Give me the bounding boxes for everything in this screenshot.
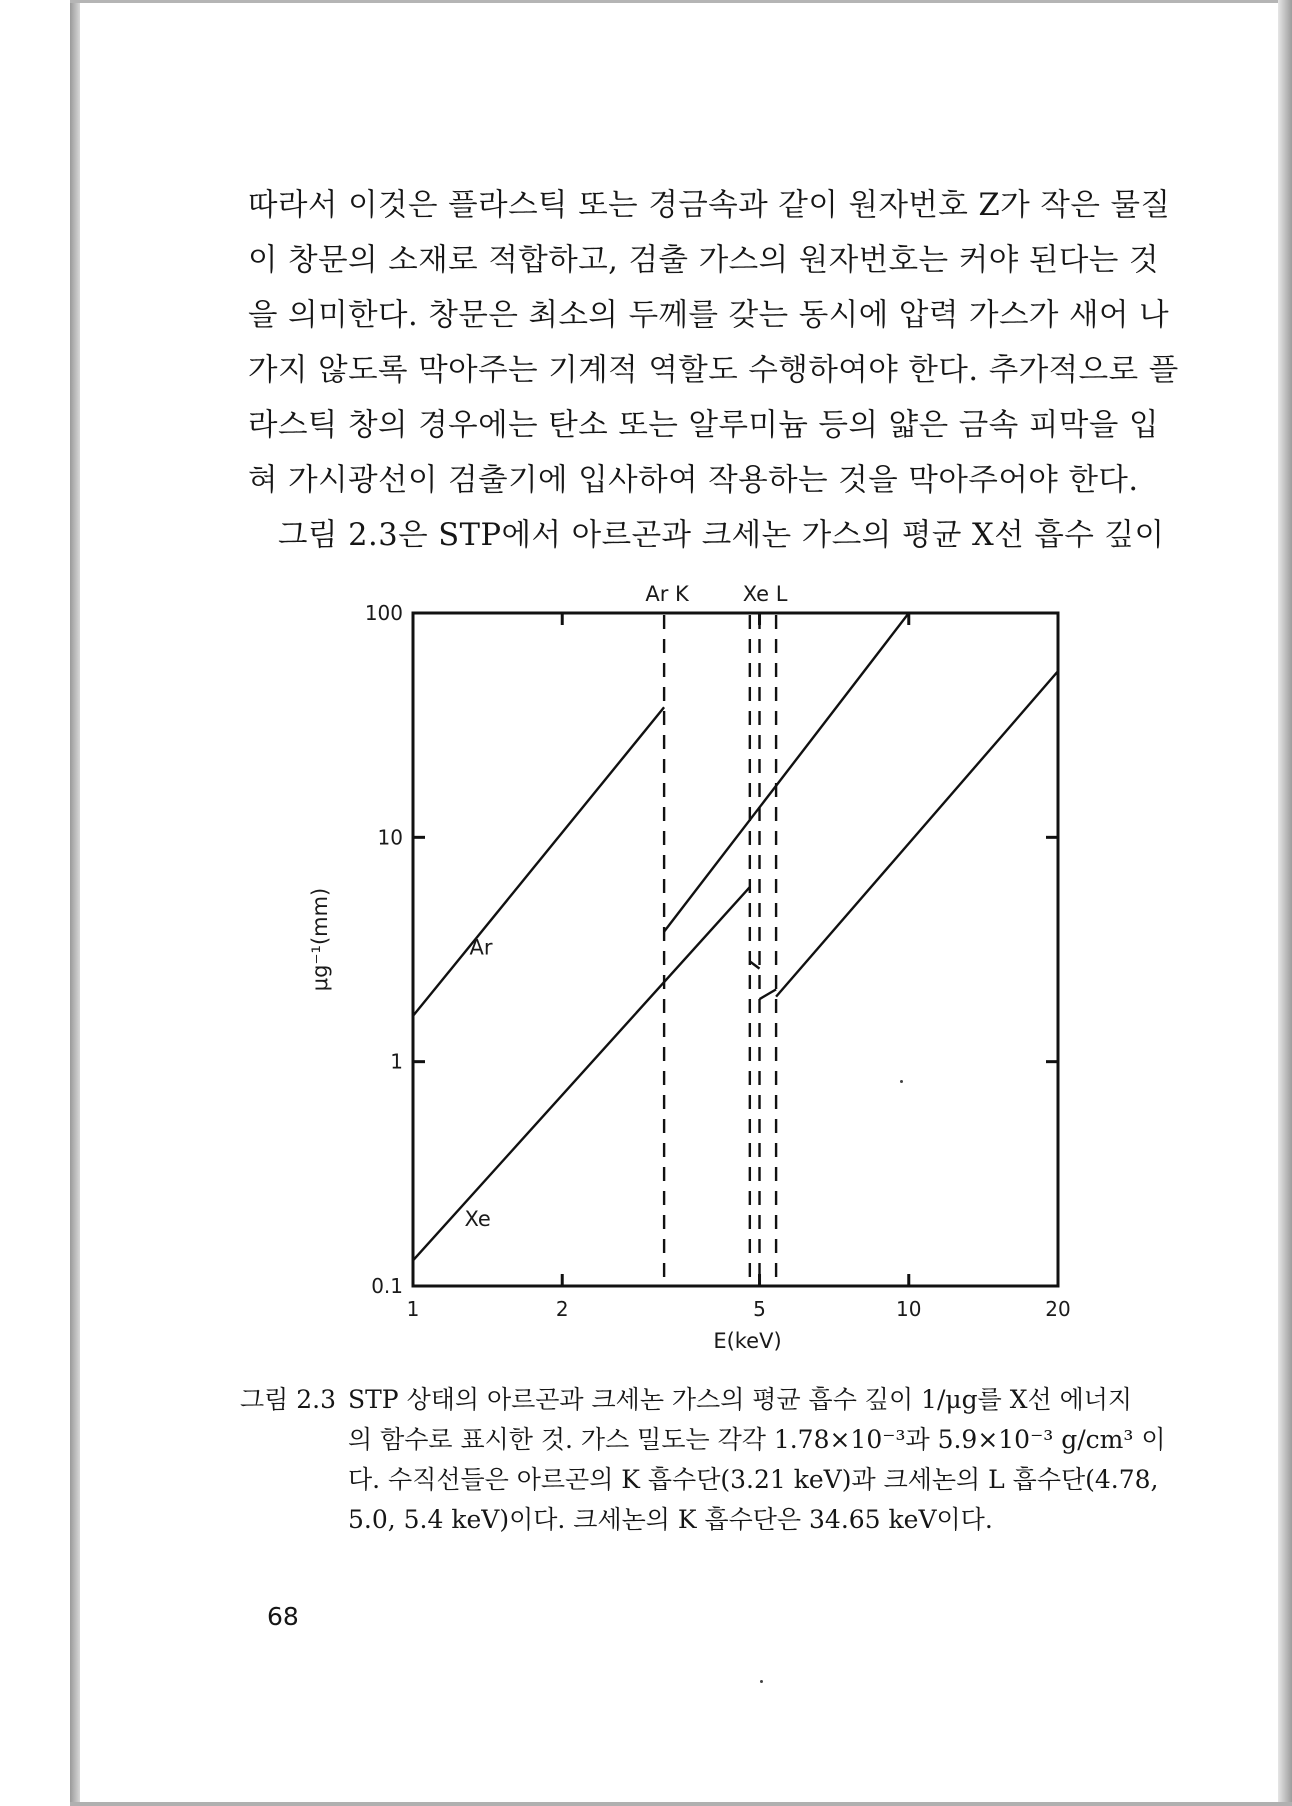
series-line-ar xyxy=(664,613,909,932)
scan-speck xyxy=(760,1680,763,1683)
series-line-xe xyxy=(760,989,777,999)
y-tick-label: 1 xyxy=(390,1049,403,1074)
body-line-6: 혀 가시광선이 검출기에 입사하여 작용하는 것을 막아주어야 한다. xyxy=(248,463,1139,498)
figure-2-3-chart xyxy=(280,570,1100,1370)
series-line-ar xyxy=(413,707,664,1016)
caption-line-3: 다. 수직선들은 아르곤의 K 흡수단(3.21 keV)과 크세논의 L 흡수단(4.78, xyxy=(348,1465,1159,1494)
page-edge-bottom xyxy=(70,1802,1292,1806)
x-tick-label: 2 xyxy=(555,1297,569,1321)
plot-frame xyxy=(413,613,1058,1286)
body-line-1: 따라서 이것은 플라스틱 또는 경금속과 같이 원자번호 Z가 작은 물질 xyxy=(248,188,1171,223)
absorption-edge-label: Ar K xyxy=(645,582,689,606)
body-line-4: 가지 않도록 막아주는 기계적 역할도 수행하여야 한다. 추가적으로 플 xyxy=(248,353,1179,388)
series-label-ar: Ar xyxy=(469,935,493,960)
caption-label: 그림 2.3 xyxy=(240,1385,337,1414)
page-binding-shadow xyxy=(70,0,80,1806)
page-edge-right xyxy=(1278,0,1292,1806)
body-line-7: 그림 2.3은 STP에서 아르곤과 크세논 가스의 평균 X선 흡수 깊이 xyxy=(278,518,1165,553)
body-paragraphs xyxy=(248,178,1179,563)
series-line-xe xyxy=(750,961,760,968)
x-axis-label: E(keV) xyxy=(713,1329,782,1353)
caption-line-2: 의 함수로 표시한 것. 가스 밀도는 각각 1.78×10⁻³과 5.9×10⁻³ g/cm³ 이 xyxy=(348,1425,1166,1454)
series-line-xe xyxy=(776,671,1058,996)
scan-speck xyxy=(900,1080,903,1083)
x-tick-label: 5 xyxy=(753,1297,766,1321)
page-number: 68 xyxy=(267,1602,299,1631)
x-tick-label: 1 xyxy=(406,1297,420,1321)
x-tick-label: 20 xyxy=(1045,1297,1071,1321)
body-line-5: 라스틱 창의 경우에는 탄소 또는 알루미늄 등의 얇은 금속 피막을 입 xyxy=(248,408,1159,443)
caption-line-1: STP 상태의 아르곤과 크세논 가스의 평균 흡수 깊이 1/μg를 X선 에너지 xyxy=(348,1385,1133,1414)
absorption-edge-label: Xe L xyxy=(742,582,788,606)
caption-text xyxy=(348,1380,1166,1540)
series-label-xe: Xe xyxy=(464,1207,491,1232)
y-axis-label: μg⁻¹(mm) xyxy=(308,887,332,992)
absorption-depth-plot xyxy=(280,570,1100,1370)
body-line-2: 이 창문의 소재로 적합하고, 검출 가스의 원자번호는 커야 된다는 것 xyxy=(248,243,1159,278)
x-tick-label: 10 xyxy=(896,1297,922,1321)
y-tick-label: 0.1 xyxy=(371,1274,403,1298)
caption-line-4: 5.0, 5.4 keV)이다. 크세논의 K 흡수단은 34.65 keV이다. xyxy=(348,1505,993,1534)
series-line-xe xyxy=(413,887,750,1260)
page-edge-top xyxy=(70,0,1292,3)
y-tick-label: 100 xyxy=(364,601,403,625)
y-tick-label: 10 xyxy=(377,825,403,850)
body-line-3: 을 의미한다. 창문은 최소의 두께를 갖는 동시에 압력 가스가 새어 나 xyxy=(248,298,1170,333)
